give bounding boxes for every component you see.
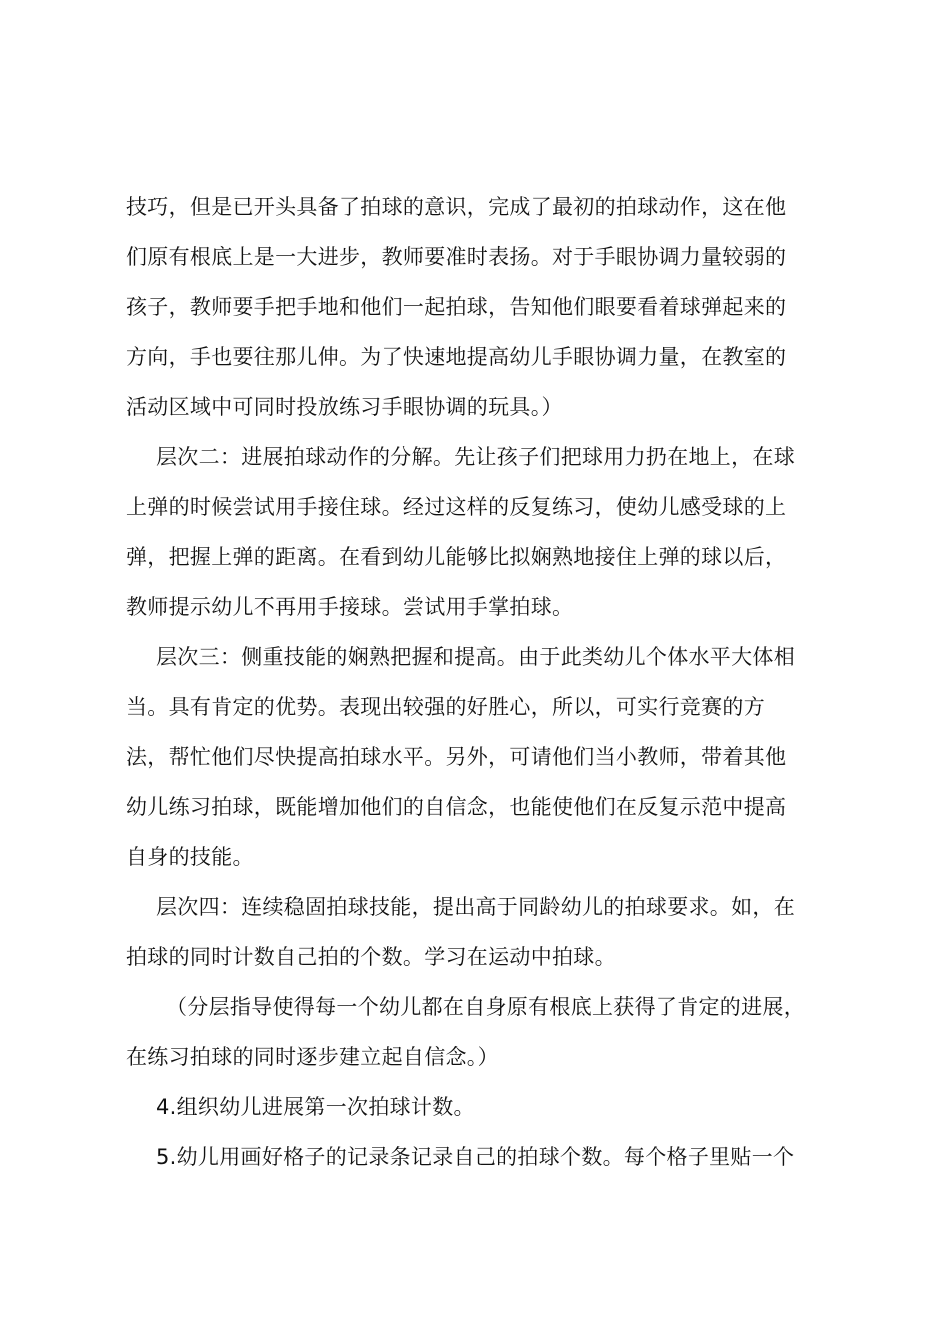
text-line: 在练习拍球的同时逐步建立起自信念。） <box>126 1045 499 1069</box>
text-line: 弹，把握上弹的距离。在看到幼儿能够比拟娴熟地接住上弹的球以后， <box>126 545 787 569</box>
text-line: 活动区域中可同时投放练习手眼协调的玩具。） <box>126 395 563 419</box>
text-line: 上弹的时候尝试用手接住球。经过这样的反复练习，使幼儿感受球的上 <box>126 495 787 519</box>
text-line: 自身的技能。 <box>126 845 254 869</box>
text-line: 当。具有肯定的优势。表现出较强的好胜心，所以，可实行竞赛的方 <box>126 695 765 719</box>
step-four: 4.组织幼儿进展第一次拍球计数。 <box>156 1095 475 1119</box>
text-line: 方向，手也要往那儿伸。为了快速地提高幼儿手眼协调力量，在教室的 <box>126 345 787 369</box>
paragraph-level-four: 层次四：连续稳固拍球技能，提出高于同龄幼儿的拍球要求。如，在 <box>156 895 795 919</box>
text-line: 法，帮忙他们尽快提高拍球水平。另外，可请他们当小教师，带着其他 <box>126 745 787 769</box>
text-line: 教师提示幼儿不再用手接球。尝试用手掌拍球。 <box>126 595 574 619</box>
paragraph-level-three: 层次三：侧重技能的娴熟把握和提高。由于此类幼儿个体水平大体相 <box>156 645 795 669</box>
text-line: 技巧，但是已开头具备了拍球的意识，完成了最初的拍球动作，这在他 <box>126 195 787 219</box>
paragraph-level-two: 层次二：进展拍球动作的分解。先让孩子们把球用力扔在地上，在球 <box>156 445 795 469</box>
text-line: 拍球的同时计数自己拍的个数。学习在运动中拍球。 <box>126 945 616 969</box>
text-line: 孩子，教师要手把手地和他们一起拍球，告知他们眼要看着球弹起来的 <box>126 295 787 319</box>
text-line: 幼儿练习拍球，既能增加他们的自信念，也能使他们在反复示范中提高 <box>126 795 787 819</box>
text-line: 们原有根底上是一大进步，教师要准时表扬。对于手眼协调力量较弱的 <box>126 245 787 269</box>
paragraph-note: （分层指导使得每一个幼儿都在自身原有根底上获得了肯定的进展， <box>166 995 805 1019</box>
document-body <box>126 182 832 1182</box>
step-five: 5.幼儿用画好格子的记录条记录自己的拍球个数。每个格子里贴一个 <box>156 1145 795 1169</box>
